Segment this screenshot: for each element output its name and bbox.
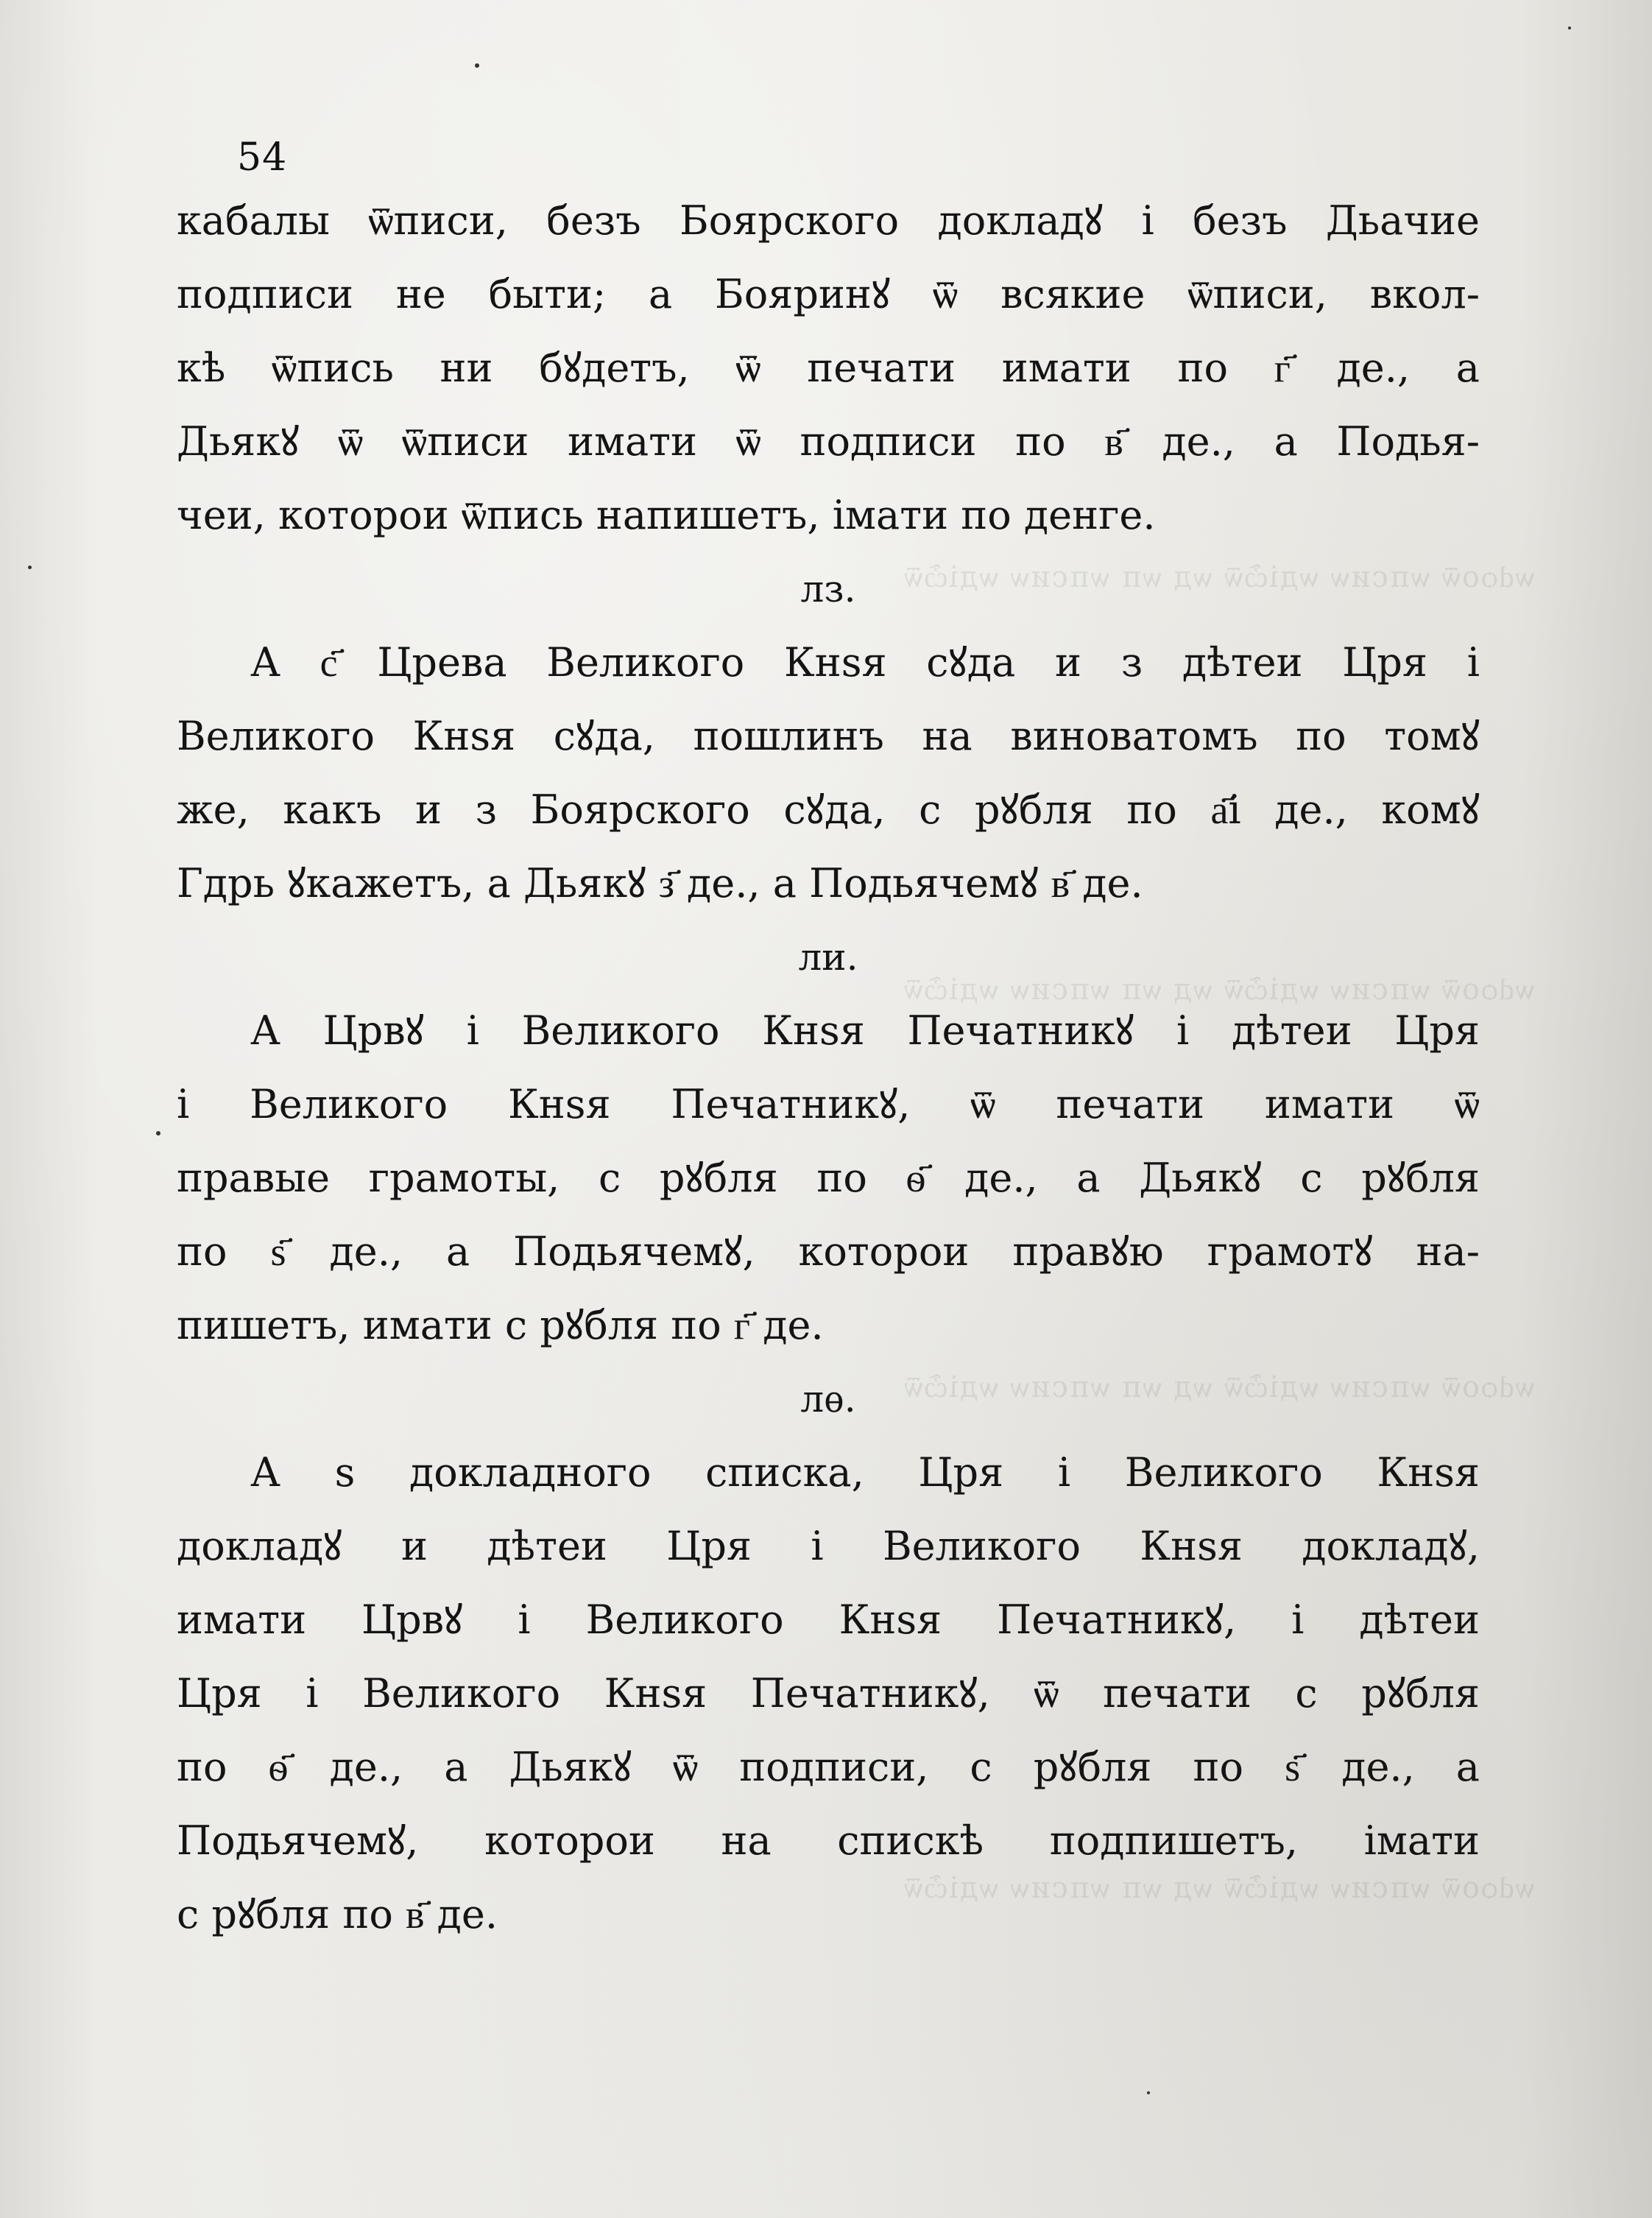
text-line: кѣ ѿпись ни бꙋдетъ, ѿ печати имати по г҃ де., а <box>177 345 1480 391</box>
text-line: А Црвꙋ і Великого Кнѕя Печатникꙋ і дѣтеи Цря <box>250 1007 1480 1054</box>
text-line: по ѳ҃ де., а Дьякꙋ ѿ подписи, с рꙋбля по ѕ҃ де., а <box>177 1744 1480 1790</box>
paper-speck <box>28 566 32 569</box>
text-line: имати Црвꙋ і Великого Кнѕя Печатникꙋ, і дѣтеи <box>177 1596 1480 1643</box>
text-line: правые грамоты, с рꙋбля по ѳ҃ де., а Дьякꙋ с рꙋбля <box>177 1155 1480 1201</box>
paper-speck <box>1147 2091 1150 2094</box>
show-through-texture: ѡԁѻоѿ ѡпсиѡ ѡдіѽѿ ѡд ѡп ѡпсиѡ ѡдіѽѿ <box>903 1370 1534 1404</box>
text-line: с рꙋбля по в҃ де. <box>177 1891 498 1937</box>
show-through-texture: ѡԁѻоѿ ѡпсиѡ ѡдіѽѿ ѡд ѡп ѡпсиѡ ѡдіѽѿ <box>903 560 1534 594</box>
paper-speck <box>475 63 479 68</box>
show-through-texture: ѡԁѻоѿ ѡпсиѡ ѡдіѽѿ ѡд ѡп ѡпсиѡ ѡдіѽѿ <box>903 973 1534 1007</box>
text-line: Подьячемꙋ, которои на спискѣ подпишетъ, імати <box>177 1817 1480 1864</box>
section-number: лз. <box>800 568 856 610</box>
text-line: і Великого Кнѕя Печатникꙋ, ѿ печати имати ѿ <box>177 1081 1480 1127</box>
text-line: Великого Кнѕя сꙋда, пошлинъ на виноватомъ по томꙋ <box>177 713 1480 759</box>
text-line: Цря і Великого Кнѕя Печатникꙋ, ѿ печати с рꙋбля <box>177 1670 1480 1717</box>
show-through-texture: ѡԁѻоѿ ѡпсиѡ ѡдіѽѿ ѡд ѡп ѡпсиѡ ѡдіѽѿ <box>903 1871 1534 1905</box>
text-line: кабалы ѿписи, безъ Боярского докладꙋ і безъ Дьачие <box>177 197 1480 244</box>
text-line: чеи, которои ѿпись напишетъ, імати по денге. <box>177 492 1156 538</box>
body-text <box>177 184 1480 1951</box>
text-line: подписи не быти; а Бояринꙋ ѿ всякие ѿписи, вкол- <box>177 271 1480 317</box>
text-line: Дьякꙋ ѿ ѿписи имати ѿ подписи по в҃ де., а Подья- <box>177 418 1480 465</box>
text-line: Гдрь ꙋкажетъ, а Дьякꙋ з҃ де., а Подьячемꙋ в҃ де. <box>177 860 1143 906</box>
text-line: докладꙋ и дѣтеи Цря і Великого Кнѕя докладꙋ, <box>177 1523 1480 1569</box>
text-line: А с҃ Црева Великого Кнѕя сꙋда и з дѣтеи Цря і <box>250 639 1480 686</box>
section-number: лѳ. <box>800 1378 856 1420</box>
page-number: 54 <box>237 135 288 180</box>
text-line: пишетъ, имати с рꙋбля по г҃ де. <box>177 1302 824 1348</box>
paper-speck <box>1568 27 1571 29</box>
text-line: же, какъ и з Боярского сꙋда, с рꙋбля по а҃і де., комꙋ <box>177 786 1480 833</box>
text-line: по ѕ҃ де., а Подьячемꙋ, которои правꙋю грамотꙋ на- <box>177 1228 1480 1275</box>
text-line: А ѕ докладного списка, Цря і Великого Кнѕя <box>250 1449 1480 1496</box>
section-number: ли. <box>798 936 858 979</box>
paper-speck <box>156 1131 160 1136</box>
